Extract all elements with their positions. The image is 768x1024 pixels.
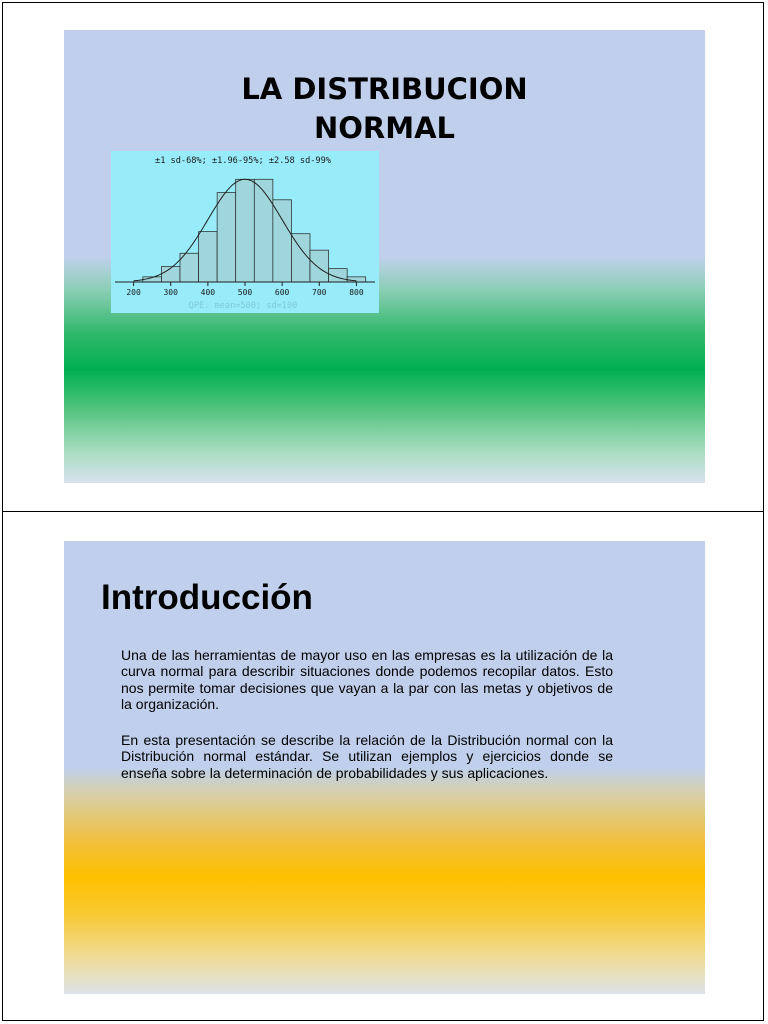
chart-subtitle: QPE: mean=500; sd=100 bbox=[188, 301, 298, 311]
slide-2 bbox=[64, 541, 705, 994]
histogram-svg bbox=[111, 151, 379, 313]
histogram-bar bbox=[291, 234, 310, 282]
histogram-chart bbox=[111, 151, 379, 313]
histogram-bar bbox=[273, 200, 292, 282]
x-tick-label: 700 bbox=[312, 288, 327, 297]
title-line-2: NORMAL bbox=[313, 111, 456, 145]
histogram-bar bbox=[254, 179, 273, 282]
histogram-bar bbox=[236, 179, 255, 282]
x-tick-label: 200 bbox=[126, 288, 141, 297]
histogram-bar bbox=[199, 232, 218, 282]
slide-title bbox=[64, 70, 705, 148]
chart-title: ±1 sd-68%; ±1.96-95%; ±2.58 sd-99% bbox=[155, 156, 331, 166]
intro-paragraph-1: Una de las herramientas de mayor uso en las empresas es la utilización de la curva normal para describir situaciones donde podemos recopilar datos. Esto nos permite tomar decisiones que vayan a la par con las metas y objetivos de la organización. bbox=[121, 647, 613, 713]
x-tick-label: 400 bbox=[200, 288, 216, 297]
title-line-1: LA DISTRIBUCION bbox=[241, 72, 528, 106]
x-tick-label: 300 bbox=[163, 288, 178, 297]
histogram-bar bbox=[217, 193, 236, 282]
intro-paragraph-2: En esta presentación se describe la relación de la Distribución normal con la Distribución normal estándar. Se utilizan ejemplos y ejercicios donde se enseña sobre la determinación de probabilidades y sus aplicaciones. bbox=[121, 732, 613, 781]
x-tick-label: 500 bbox=[237, 288, 253, 297]
x-tick-label: 600 bbox=[274, 288, 290, 297]
intro-title: Introducción bbox=[101, 578, 313, 617]
histogram-bar bbox=[347, 277, 366, 282]
x-tick-label: 800 bbox=[349, 288, 364, 297]
histogram-bar bbox=[180, 253, 199, 282]
slide-1 bbox=[64, 30, 705, 483]
histogram-bar bbox=[310, 250, 329, 282]
histogram-bar bbox=[161, 267, 180, 282]
page-divider bbox=[2, 511, 764, 512]
